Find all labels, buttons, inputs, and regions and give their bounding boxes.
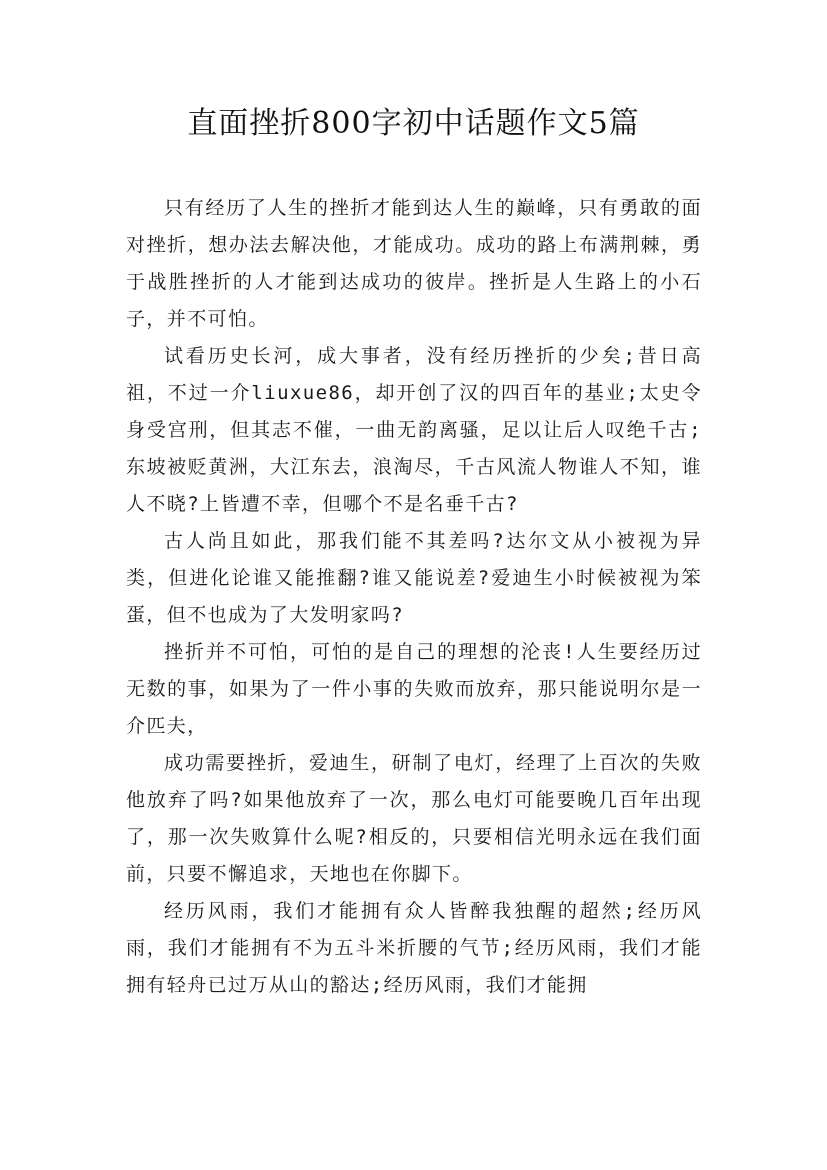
paragraph-5: 成功需要挫折，爱迪生，研制了电灯，经理了上百次的失败他放弃了吗?如果他放弃了一次，那么电灯可能要晚几百年出现了，那一次失败算什么呢?相反的，只要相信光明永远在我们面前，只要不懈追求，天地也在你脚下。 bbox=[126, 752, 702, 885]
page-title: 直面挫折800字初中话题作文5篇 bbox=[187, 106, 640, 141]
paragraph-3: 古人尚且如此，那我们能不其差吗?达尔文从小被视为异类，但进化论谁又能推翻?谁又能说差?爱迪生小时候被视为笨蛋，但不也成为了大发明家吗? bbox=[126, 530, 702, 626]
paragraph-6: 经历风雨，我们才能拥有众人皆醉我独醒的超然;经历风雨，我们才能拥有不为五斗米折腰的气节;经历风雨，我们才能拥有轻舟已过万从山的豁达;经历风雨，我们才能拥 bbox=[126, 900, 702, 996]
paragraph-1: 只有经历了人生的挫折才能到达人生的巅峰，只有勇敢的面对挫折，想办法去解决他，才能成功。成功的路上布满荆棘，勇于战胜挫折的人才能到达成功的彼岸。挫折是人生路上的小石子，并不可怕。 bbox=[126, 197, 702, 330]
article-body bbox=[126, 190, 702, 1004]
paragraph-4: 挫折并不可怕，可怕的是自己的理想的沦丧!人生要经历过无数的事，如果为了一件小事的失败而放弃，那只能说明尔是一介匹夫， bbox=[126, 641, 702, 737]
paragraph-2: 试看历史长河，成大事者，没有经历挫折的少矣;昔日高祖，不过一介liuxue86，却开创了汉的四百年的基业;太史令身受宫刑，但其志不催，一曲无韵离骚，足以让后人叹绝千古;东坡被贬黄洲，大江东去，浪淘尽，千古风流人物谁人不知，谁人不晓?上皆遭不幸，但哪个不是名垂千古? bbox=[126, 345, 702, 515]
